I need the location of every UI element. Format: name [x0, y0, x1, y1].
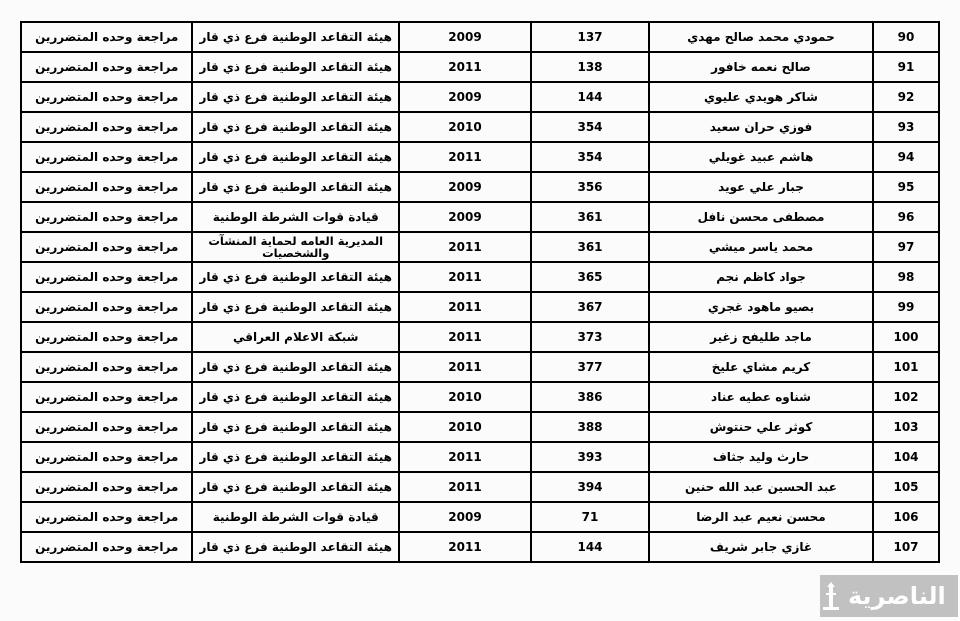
note-cell: مراجعة وحده المتضررين [22, 381, 193, 411]
row-number-cell: 106 [874, 501, 940, 531]
note-cell: مراجعة وحده المتضررين [22, 291, 193, 321]
row-number-cell: 105 [874, 471, 940, 501]
note-cell: مراجعة وحده المتضررين [22, 471, 193, 501]
record-number-cell: 137 [532, 21, 650, 51]
year-cell: 2009 [400, 21, 532, 51]
year-cell: 2009 [400, 81, 532, 111]
row-number-cell: 100 [874, 321, 940, 351]
department-cell: هيئة التقاعد الوطنية فرع ذي قار [193, 351, 400, 381]
department-cell: المديرية العامه لحماية المنشآت والشخصيات [193, 231, 400, 261]
note-cell: مراجعة وحده المتضررين [22, 81, 193, 111]
table-row [22, 501, 940, 531]
table-row [22, 81, 940, 111]
department-cell: هيئة التقاعد الوطنية فرع ذي قار [193, 291, 400, 321]
record-number-cell: 361 [532, 201, 650, 231]
row-number-cell: 104 [874, 441, 940, 471]
year-cell: 2011 [400, 51, 532, 81]
note-cell: مراجعة وحده المتضررين [22, 231, 193, 261]
note-cell: مراجعة وحده المتضررين [22, 501, 193, 531]
note-cell: مراجعة وحده المتضررين [22, 171, 193, 201]
site-watermark [820, 575, 958, 617]
year-cell: 2009 [400, 501, 532, 531]
person-name-cell: حارث وليد جثاف [650, 441, 874, 471]
person-name-cell: ماجد طليفح زغير [650, 321, 874, 351]
person-name-cell: كوثر علي حنتوش [650, 411, 874, 441]
record-number-cell: 138 [532, 51, 650, 81]
row-number-cell: 92 [874, 81, 940, 111]
person-name-cell: غازي جابر شريف [650, 531, 874, 561]
note-cell: مراجعة وحده المتضررين [22, 441, 193, 471]
record-number-cell: 377 [532, 351, 650, 381]
department-cell: هيئة التقاعد الوطنية فرع ذي قار [193, 171, 400, 201]
department-cell: هيئة التقاعد الوطنية فرع ذي قار [193, 51, 400, 81]
person-name-cell: محمد ياسر ميشي [650, 231, 874, 261]
record-number-cell: 354 [532, 111, 650, 141]
note-cell: مراجعة وحده المتضررين [22, 51, 193, 81]
year-cell: 2011 [400, 141, 532, 171]
table-row [22, 21, 940, 51]
person-name-cell: جبار علي عويد [650, 171, 874, 201]
row-number-cell: 103 [874, 411, 940, 441]
record-number-cell: 367 [532, 291, 650, 321]
row-number-cell: 107 [874, 531, 940, 561]
table-row [22, 261, 940, 291]
year-cell: 2010 [400, 111, 532, 141]
department-cell: هيئة التقاعد الوطنية فرع ذي قار [193, 21, 400, 51]
note-cell: مراجعة وحده المتضررين [22, 321, 193, 351]
record-number-cell: 354 [532, 141, 650, 171]
row-number-cell: 98 [874, 261, 940, 291]
year-cell: 2011 [400, 441, 532, 471]
department-cell: قيادة قوات الشرطة الوطنية [193, 501, 400, 531]
person-name-cell: فوزي حران سعيد [650, 111, 874, 141]
table-row [22, 381, 940, 411]
record-number-cell: 71 [532, 501, 650, 531]
row-number-cell: 90 [874, 21, 940, 51]
department-cell: هيئة التقاعد الوطنية فرع ذي قار [193, 81, 400, 111]
person-name-cell: حمودي محمد صالح مهدي [650, 21, 874, 51]
table-row [22, 291, 940, 321]
table-row [22, 321, 940, 351]
records-table [20, 21, 940, 563]
department-cell: هيئة التقاعد الوطنية فرع ذي قار [193, 411, 400, 441]
minaret-logo-icon [820, 581, 842, 611]
year-cell: 2010 [400, 411, 532, 441]
table-row [22, 201, 940, 231]
person-name-cell: هاشم عبيد غويلي [650, 141, 874, 171]
row-number-cell: 101 [874, 351, 940, 381]
note-cell: مراجعة وحده المتضررين [22, 261, 193, 291]
row-number-cell: 94 [874, 141, 940, 171]
row-number-cell: 95 [874, 171, 940, 201]
table-row [22, 141, 940, 171]
record-number-cell: 365 [532, 261, 650, 291]
record-number-cell: 393 [532, 441, 650, 471]
note-cell: مراجعة وحده المتضررين [22, 351, 193, 381]
department-cell: هيئة التقاعد الوطنية فرع ذي قار [193, 471, 400, 501]
note-cell: مراجعة وحده المتضررين [22, 111, 193, 141]
row-number-cell: 93 [874, 111, 940, 141]
year-cell: 2011 [400, 351, 532, 381]
year-cell: 2011 [400, 261, 532, 291]
department-cell: قيادة قوات الشرطة الوطنية [193, 201, 400, 231]
record-number-cell: 373 [532, 321, 650, 351]
department-cell: هيئة التقاعد الوطنية فرع ذي قار [193, 261, 400, 291]
year-cell: 2011 [400, 471, 532, 501]
record-number-cell: 388 [532, 411, 650, 441]
department-cell: هيئة التقاعد الوطنية فرع ذي قار [193, 441, 400, 471]
row-number-cell: 91 [874, 51, 940, 81]
year-cell: 2011 [400, 231, 532, 261]
watermark-text: الناصرية [848, 582, 946, 610]
department-cell: هيئة التقاعد الوطنية فرع ذي قار [193, 381, 400, 411]
row-number-cell: 102 [874, 381, 940, 411]
row-number-cell: 96 [874, 201, 940, 231]
table-row [22, 111, 940, 141]
note-cell: مراجعة وحده المتضررين [22, 531, 193, 561]
department-cell: شبكة الاعلام العراقي [193, 321, 400, 351]
record-number-cell: 394 [532, 471, 650, 501]
table-row [22, 411, 940, 441]
person-name-cell: شناوه عطيه عناد [650, 381, 874, 411]
year-cell: 2009 [400, 171, 532, 201]
department-cell: هيئة التقاعد الوطنية فرع ذي قار [193, 141, 400, 171]
note-cell: مراجعة وحده المتضررين [22, 201, 193, 231]
table-row [22, 471, 940, 501]
person-name-cell: مصطفى محسن نافل [650, 201, 874, 231]
table-row [22, 531, 940, 561]
record-number-cell: 144 [532, 81, 650, 111]
table-row [22, 351, 940, 381]
year-cell: 2011 [400, 291, 532, 321]
note-cell: مراجعة وحده المتضررين [22, 141, 193, 171]
department-cell: هيئة التقاعد الوطنية فرع ذي قار [193, 531, 400, 561]
year-cell: 2009 [400, 201, 532, 231]
year-cell: 2011 [400, 531, 532, 561]
person-name-cell: عبد الحسين عبد الله حنين [650, 471, 874, 501]
year-cell: 2010 [400, 381, 532, 411]
person-name-cell: شاكر هويدي عليوي [650, 81, 874, 111]
person-name-cell: بصيو ماهود غجري [650, 291, 874, 321]
year-cell: 2011 [400, 321, 532, 351]
record-number-cell: 361 [532, 231, 650, 261]
table-row [22, 441, 940, 471]
table-row [22, 51, 940, 81]
record-number-cell: 386 [532, 381, 650, 411]
record-number-cell: 144 [532, 531, 650, 561]
person-name-cell: صالح نعمه خافور [650, 51, 874, 81]
note-cell: مراجعة وحده المتضررين [22, 411, 193, 441]
table-row [22, 231, 940, 261]
table-row [22, 171, 940, 201]
note-cell: مراجعة وحده المتضررين [22, 21, 193, 51]
person-name-cell: محسن نعيم عبد الرضا [650, 501, 874, 531]
person-name-cell: كريم مشاي عليخ [650, 351, 874, 381]
department-cell: هيئة التقاعد الوطنية فرع ذي قار [193, 111, 400, 141]
records-table-body [22, 21, 940, 561]
record-number-cell: 356 [532, 171, 650, 201]
row-number-cell: 97 [874, 231, 940, 261]
row-number-cell: 99 [874, 291, 940, 321]
person-name-cell: جواد كاظم نجم [650, 261, 874, 291]
